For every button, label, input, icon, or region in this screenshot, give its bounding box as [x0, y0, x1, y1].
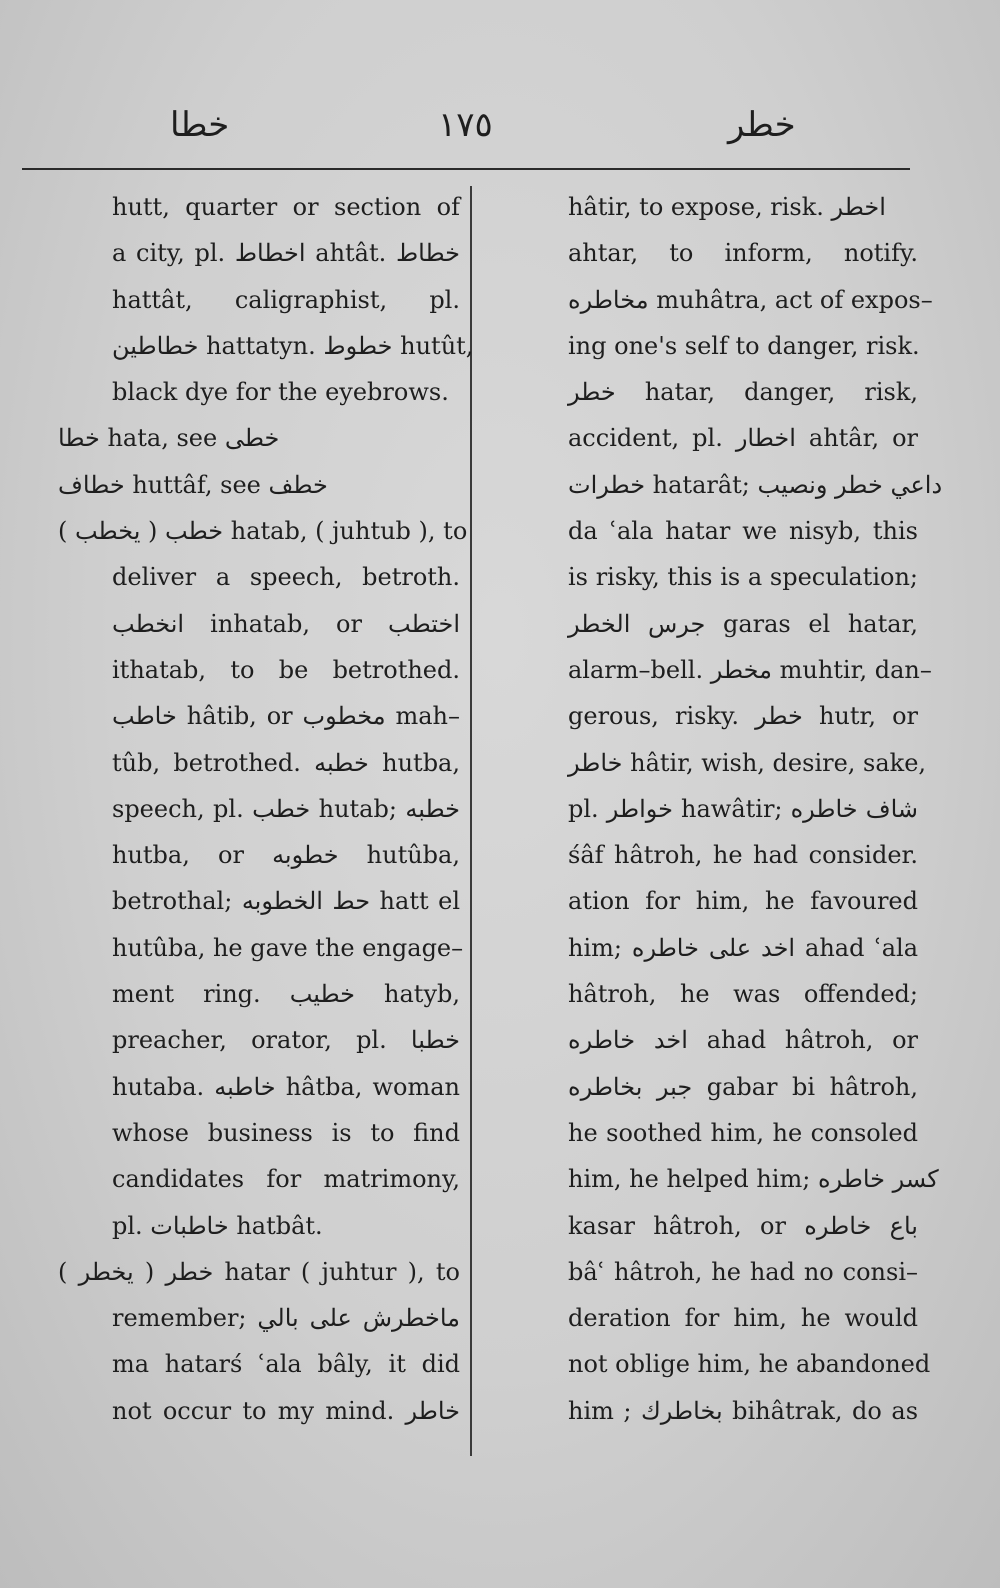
right-column	[568, 184, 943, 1434]
entry-line: خطب ( يخطب ) hatab, ( juhtub ), to	[58, 517, 468, 546]
entry-line: خطرات hatarât; داعي خطر ونصيب	[568, 470, 943, 499]
entry-line: hutûba, he gave the engage–	[112, 933, 464, 962]
entry-line: preacher, orator, pl. خطبا	[112, 1026, 460, 1055]
entry-line: speech, pl. خطب hutab; خطبه	[112, 794, 460, 823]
entry-line: pl. خواطر hawâtir; شاف خاطره	[568, 794, 918, 823]
entry-line: śâf hâtroh, he had consider.	[568, 841, 918, 870]
entry-line: not occur to my mind. خاطر	[112, 1396, 460, 1425]
entry-line: hâtir, to expose, risk. اخطر	[568, 193, 886, 221]
entry-line: hutba, or خطوبه hutûba,	[112, 841, 460, 870]
entry-line: خطا hata, see خطى	[58, 424, 280, 453]
entry-line: he soothed him, he consoled	[568, 1118, 918, 1147]
left-column	[58, 184, 474, 1434]
entry-line: candidates for matrimony,	[112, 1165, 460, 1194]
entry-line: خطاف huttâf, see خطف	[58, 470, 328, 499]
entry-line: hutt, quarter or section of	[112, 193, 460, 221]
entry-line: him ; بخاطرك bihâtrak, do as	[568, 1396, 919, 1425]
entry-line: خاطب hâtib, or مخطوب mah–	[112, 702, 461, 731]
entry-line: hutaba. خاطبه hâtba, woman	[112, 1072, 460, 1101]
entry-line: is risky, this is a speculation;	[568, 563, 918, 592]
entry-line: pl. خاطبات hatbât.	[112, 1211, 323, 1240]
page-header	[0, 100, 1000, 150]
entry-line: خطر hatar, danger, risk,	[568, 378, 918, 407]
entry-line: خطر ( يخطر ) hatar ( juhtur ), to	[58, 1257, 460, 1286]
entry-line: bâʿ hâtroh, he had no consi–	[568, 1257, 918, 1286]
entry-line: whose business is to find	[112, 1118, 460, 1147]
entry-line: اخد خاطره ahad hâtroh, or	[568, 1026, 918, 1055]
entry-line: deration for him, he would	[568, 1304, 918, 1333]
entry-line: مخاطره muhâtra, act of expos–	[568, 285, 933, 314]
entry-line: betrothal; حط الخطوبه hatt el	[112, 887, 460, 916]
header-rule	[22, 168, 910, 170]
entry-line: hâtroh, he was offended;	[568, 980, 918, 1009]
entry-line: ing one's self to danger, risk.	[568, 331, 920, 360]
entry-line: gerous, risky. خطر hutr, or	[568, 702, 918, 731]
entry-line: him, he helped him; كسر خاطره	[568, 1165, 939, 1194]
entry-line: خطاطين hattatyn. خطوط hutût,	[112, 331, 474, 360]
entry-line: remember; ماخطرش على بالي	[112, 1304, 460, 1333]
entry-line: kasar hâtroh, or باع خاطره	[568, 1211, 918, 1240]
entry-line: ma hatarś ʿala bâly, it did	[112, 1350, 460, 1379]
column-divider	[470, 186, 472, 1456]
entry-line: alarm–bell. مخطر muhtir, dan–	[568, 655, 932, 684]
entry-line: جرس الخطر garas el hatar,	[568, 609, 918, 638]
entry-line: ithatab, to be betrothed.	[112, 655, 460, 684]
entry-line: ahtar, to inform, notify.	[568, 239, 918, 268]
entry-line: hattât, caligraphist, pl.	[112, 285, 460, 314]
entry-line: ment ring. خطيب hatyb,	[112, 980, 461, 1009]
entry-line: not oblige him, he abandoned	[568, 1350, 931, 1379]
header-left-catchword: خطا	[170, 105, 230, 145]
page-number: ١٧٥	[438, 105, 493, 145]
entry-line: him; اخد على خاطره ahad ʿala	[568, 933, 918, 962]
header-right-catchword: خطر	[728, 105, 796, 145]
entry-line: black dye for the eyebrows.	[112, 378, 449, 407]
entry-line: خاطر hâtir, wish, desire, sake,	[568, 748, 927, 777]
entry-line: a city, pl. اخطاط ahtât. خطاط	[112, 239, 460, 268]
entry-line: جبر بخاطره gabar bi hâtroh,	[568, 1072, 918, 1101]
entry-line: tûb, betrothed. خطبه hutba,	[112, 748, 460, 777]
entry-line: ation for him, he favoured	[568, 887, 918, 916]
entry-line: da ʿala hatar we nisyb, this	[568, 517, 918, 546]
entry-line: accident, pl. اخطار ahtâr, or	[568, 424, 918, 453]
entry-line: انخطب inhatab, or اختطب	[112, 609, 460, 638]
entry-line: deliver a speech, betroth.	[112, 563, 460, 592]
